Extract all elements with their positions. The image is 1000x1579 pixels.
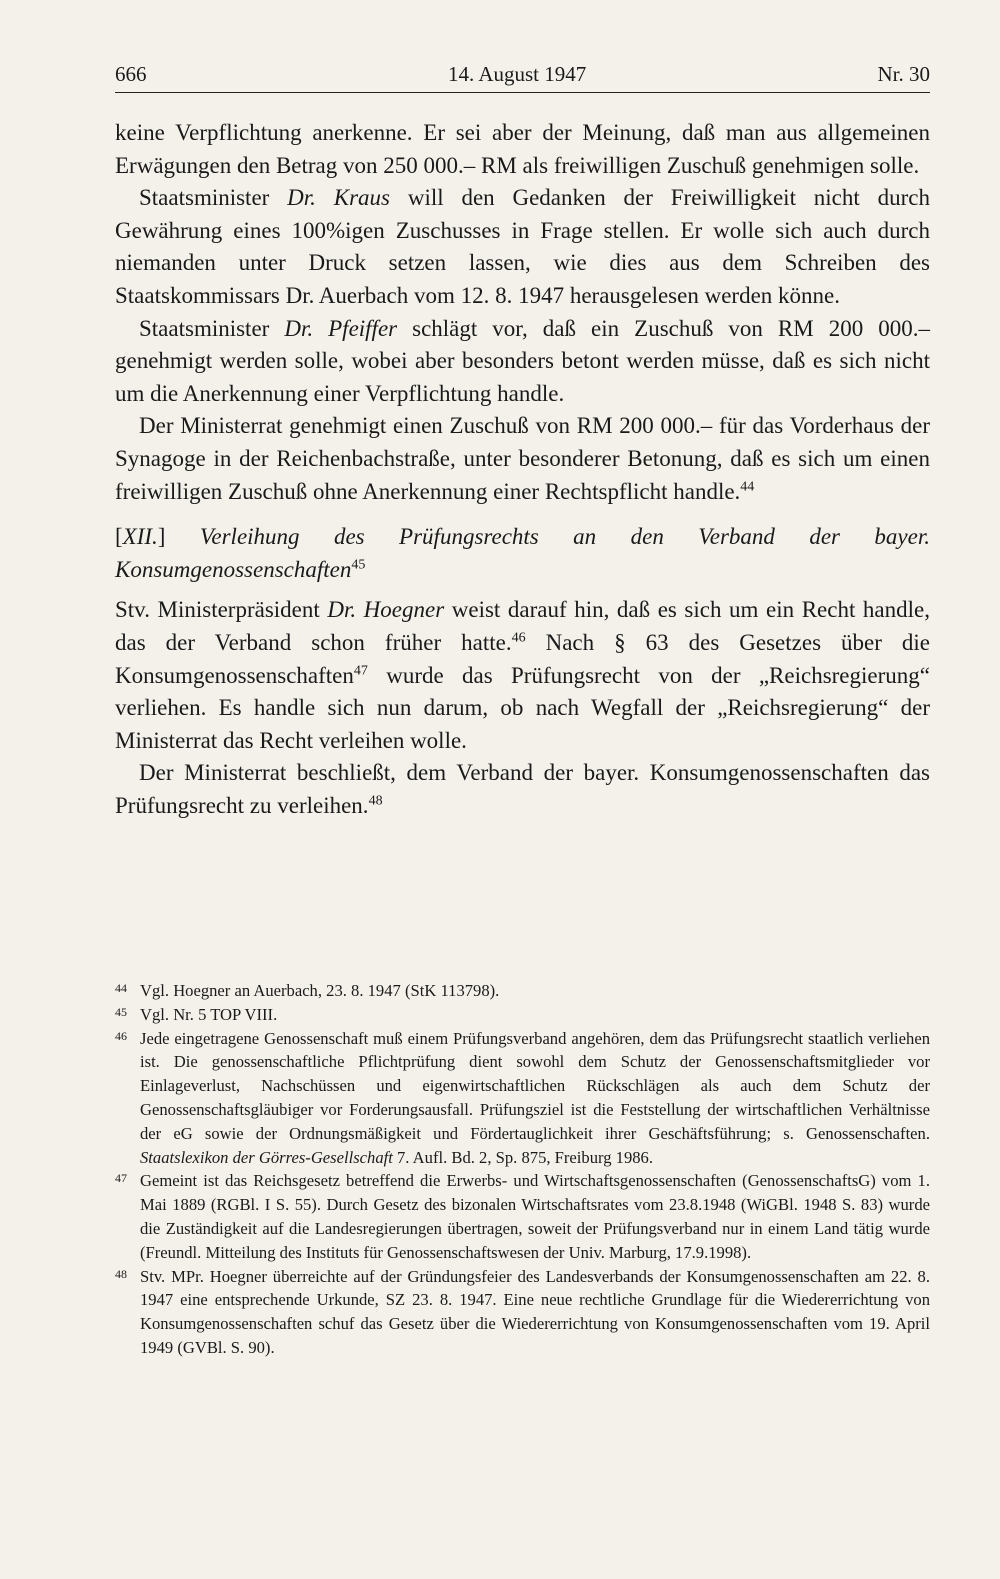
footnote-number: 46: [115, 1028, 127, 1043]
issue-number: Nr. 30: [877, 62, 930, 86]
footnote: [115, 979, 930, 1003]
footnote-text: 7. Aufl. Bd. 2, Sp. 875, Freiburg 1986.: [392, 1147, 653, 1167]
footnote-number: 44: [115, 981, 127, 995]
paragraph-text: weist darauf hin, daß es sich um ein Recht handle, das der Verband schon früher hatte.: [115, 597, 930, 655]
paragraph: [115, 757, 930, 822]
citation-title: Staatslexikon der Görres-Gesellschaft: [140, 1147, 393, 1167]
footnote-text: Gemeint ist das Reichsgesetz betreffend die Erwerbs- und Wirtschaftsgenossenschaften (GenossenschaftsG) vom 1. Mai 1889 (RGBl. I S. 55). Durch Gesetz des bizonalen Wirtschaftsrates vom 23.8.1948 (WiGBl. 1948 S. 83) wurde die Zuständigkeit auf die Landesregierungen übertragen, soweit der Prüfungsverband nur in einem Land tätig wurde (Freundl. Mitteilung des Instituts für Genossenschaftswesen der Univ. Marburg, 17.9.1998).: [140, 1171, 930, 1262]
footnote-ref[interactable]: 48: [368, 793, 383, 809]
paragraph-text: Nach § 63 des Gesetzes über die Konsumgenossenschaften: [115, 629, 931, 688]
footnotes: [115, 979, 930, 1360]
paragraph-text: will den Gedanken der Freiwilligkeit nicht durch Gewährung eines 100%igen Zuschusses in Frage stellen. Er wolle sich auch durch niemanden unter Druck setzen lassen, wie dies aus dem Schreiben des Staatskommissars Dr. Auerbach vom 12. 8. 1947 herausgelesen werden könne.: [115, 185, 930, 308]
paragraph-text: Der Ministerrat beschließt, dem Verband der bayer. Konsumgenossenschaften das Prüfungsrecht zu verleihen.: [115, 760, 930, 818]
footnote-number: 45: [115, 1004, 127, 1019]
bracket: [: [115, 524, 123, 550]
footnote-ref[interactable]: 47: [353, 662, 368, 678]
paragraph: [115, 594, 930, 757]
paragraph-text: Der Ministerrat genehmigt einen Zuschuß von RM 200 000.– für das Vorderhaus der Synagoge in der Reichenbachstraße, unter besonderer Betonung, daß es sich um einen freiwilligen Zuschuß ohne Anerkennung einer Rechtspflicht handle.: [115, 413, 930, 504]
paragraph-text: wurde das Prüfungsrecht von der „Reichsregierung“ verliehen. Es handle sich nun darum, ob nach Wegfall der „Reichsregierung“ der Ministerrat das Recht verleihen wolle.: [115, 662, 930, 753]
paragraph: [115, 182, 930, 312]
section-title: Verleihung des Prüfungsrechts an den Verband der bayer. Konsumgenossenschaften: [115, 524, 930, 582]
bracket: ]: [157, 524, 166, 550]
footnote: [115, 1265, 930, 1360]
section-heading: [115, 521, 930, 586]
running-header: [115, 58, 930, 93]
paragraph-text: Stv. Ministerpräsident: [115, 597, 328, 623]
footnote-number: 47: [115, 1171, 127, 1186]
paragraph-text: Staatsminister: [139, 315, 285, 341]
footnote-text: Stv. MPr. Hoegner überreichte auf der Gründungsfeier des Landesverbands der Konsumgenossenschaften am 22. 8. 1947 eine entsprechende Urkunde, SZ 23. 8. 1947. Eine neue rechtliche Grundlage für die Wiedererrichtung von Konsumgenossenschaften schuf das Gesetz über die Wiedererrichtung von Konsumgenossenschaften vom 19. April 1949 (GVBl. S. 90).: [140, 1266, 930, 1357]
footnote: [115, 1027, 930, 1170]
footnote-ref[interactable]: 45: [351, 557, 366, 573]
paragraph-text: Staatsminister: [139, 185, 288, 211]
paragraph: [115, 117, 930, 182]
paragraph: [115, 410, 930, 508]
footnote-text: Vgl. Nr. 5 TOP VIII.: [140, 1004, 278, 1024]
footnote: [115, 1169, 930, 1264]
footnote-ref[interactable]: 46: [511, 630, 526, 646]
footnote-text: Jede eingetragene Genossenschaft muß einem Prüfungsverband angehören, dem das Prüfungsrecht staatlich verliehen ist. Die genossenschaftliche Pflichtprüfung dient sowohl dem Schutz der Genossenschaftsmitglieder vor Einlageverlust, Nachschüssen und eigenwirtschaftlichen Rückschlägen als auch dem Schutz der Genossenschaftsgläubiger vor Forderungsausfall. Prüfungsziel ist die Feststellung der wirtschaftlichen Verhältnisse der eG sowie der Ordnungsmäßigkeit und Fördertauglichkeit ihrer Geschäftsführung; s. Genossenschaften.: [140, 1028, 930, 1143]
footnote-text: Vgl. Hoegner an Auerbach, 23. 8. 1947 (StK 113798).: [140, 981, 500, 1000]
main-text: [115, 117, 930, 822]
person-name: Dr. Pfeiffer: [284, 315, 398, 341]
paragraph: [115, 313, 930, 411]
section-number: XII.: [122, 524, 158, 550]
footnote-ref[interactable]: 44: [740, 478, 755, 494]
footnote-number: 48: [115, 1266, 127, 1281]
person-name: Dr. Hoegner: [327, 597, 445, 623]
footnote: [115, 1003, 930, 1027]
header-date: 14. August 1947: [448, 62, 587, 86]
paragraph-text: schlägt vor, daß ein Zuschuß von RM 200 000.– genehmigt werden solle, wobei aber besonders betont werden müsse, daß es sich nicht um die Anerkennung einer Verpflichtung handle.: [115, 315, 930, 406]
paragraph-text: keine Verpflichtung anerkenne. Er sei aber der Meinung, daß man aus allgemeinen Erwägungen den Betrag von 250 000.– RM als freiwilligen Zuschuß genehmigen solle.: [115, 120, 930, 178]
person-name: Dr. Kraus: [287, 185, 390, 211]
page-number: 666: [115, 62, 147, 86]
